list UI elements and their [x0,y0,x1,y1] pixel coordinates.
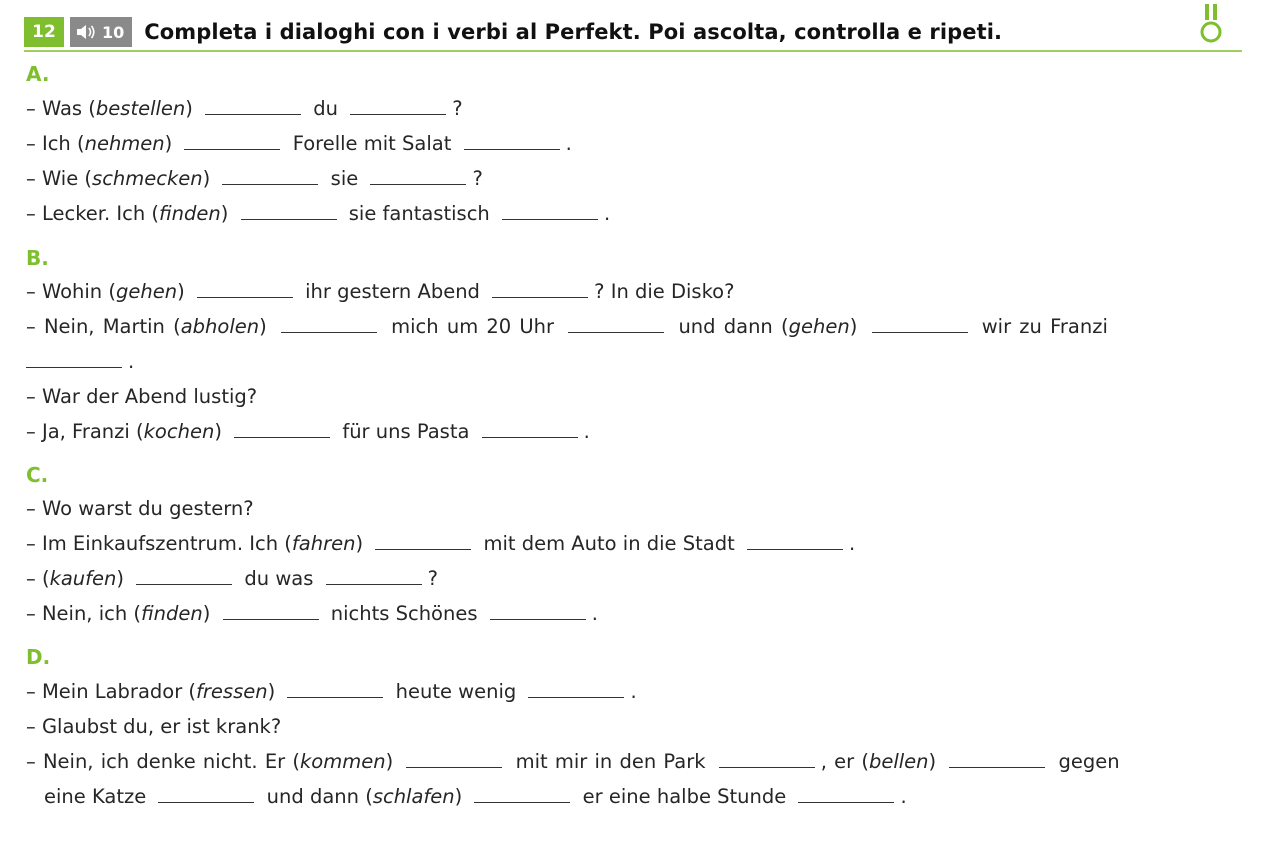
answer-blank[interactable] [223,604,319,620]
dialog-line-d1: – Mein Labrador (fressen) heute wenig . [26,680,637,703]
section-label-c: C. [26,463,49,487]
answer-blank[interactable] [798,787,894,803]
section-label-a: A. [26,62,50,86]
answer-blank[interactable] [326,569,422,585]
answer-blank[interactable] [26,352,122,368]
answer-blank[interactable] [528,682,624,698]
dialog-line-a3: – Wie (schmecken) sie ? [26,167,483,190]
answer-blank[interactable] [482,422,578,438]
exercise-number: 12 [24,17,64,47]
answer-blank[interactable] [747,534,843,550]
answer-blank[interactable] [474,787,570,803]
dialog-line-c4: – Nein, ich (finden) nichts Schönes . [26,602,598,625]
dialog-line-b1: – Wohin (gehen) ihr gestern Abend ? In die Disko? [26,280,735,303]
answer-blank[interactable] [464,134,560,150]
medal-icon [1198,2,1224,46]
answer-blank[interactable] [719,752,815,768]
dialog-line-d3: – Nein, ich denke nicht. Er (kommen) mit mir in den Park , er (bellen) gegen [26,750,1120,773]
dialog-line-b2: – Nein, Martin (abholen) mich um 20 Uhr und dann (gehen) wir zu Franzi [26,315,1108,338]
dialog-line-d3-continued: eine Katze und dann (schlafen) er eine halbe Stunde . [44,785,907,808]
answer-blank[interactable] [136,569,232,585]
answer-blank[interactable] [350,99,446,115]
dialog-line-c3: – (kaufen) du was ? [26,567,438,590]
answer-blank[interactable] [568,317,664,333]
answer-blank[interactable] [281,317,377,333]
answer-blank[interactable] [234,422,330,438]
answer-blank[interactable] [949,752,1045,768]
dialog-line-a1: – Was (bestellen) du ? [26,97,463,120]
dialog-line-b3: – War der Abend lustig? [26,385,258,408]
section-label-b: B. [26,246,49,270]
answer-blank[interactable] [241,204,337,220]
answer-blank[interactable] [158,787,254,803]
answer-blank[interactable] [406,752,502,768]
dialog-line-d2: – Glaubst du, er ist krank? [26,715,282,738]
answer-blank[interactable] [490,604,586,620]
section-label-d: D. [26,645,51,669]
exercise-instruction: Completa i dialoghi con i verbi al Perfekt. Poi ascolta, controlla e ripeti. [144,20,1003,44]
dialog-line-a2: – Ich (nehmen) Forelle mit Salat . [26,132,572,155]
answer-blank[interactable] [375,534,471,550]
header-divider [24,50,1242,52]
dialog-line-c1: – Wo warst du gestern? [26,497,254,520]
audio-track-button[interactable] [70,17,132,47]
dialog-line-b4: – Ja, Franzi (kochen) für uns Pasta . [26,420,590,443]
dialog-line-c2: – Im Einkaufszentrum. Ich (fahren) mit dem Auto in die Stadt . [26,532,856,555]
answer-blank[interactable] [502,204,598,220]
answer-blank[interactable] [197,282,293,298]
answer-blank[interactable] [184,134,280,150]
answer-blank[interactable] [492,282,588,298]
dialog-line-a4: – Lecker. Ich (finden) sie fantastisch . [26,202,611,225]
dialog-line-b2-continued: . [26,350,134,373]
answer-blank[interactable] [205,99,301,115]
exercise-header [24,14,1002,50]
answer-blank[interactable] [287,682,383,698]
speaker-icon [76,23,98,41]
audio-track-number: 10 [102,22,125,42]
answer-blank[interactable] [222,169,318,185]
answer-blank[interactable] [370,169,466,185]
answer-blank[interactable] [872,317,968,333]
